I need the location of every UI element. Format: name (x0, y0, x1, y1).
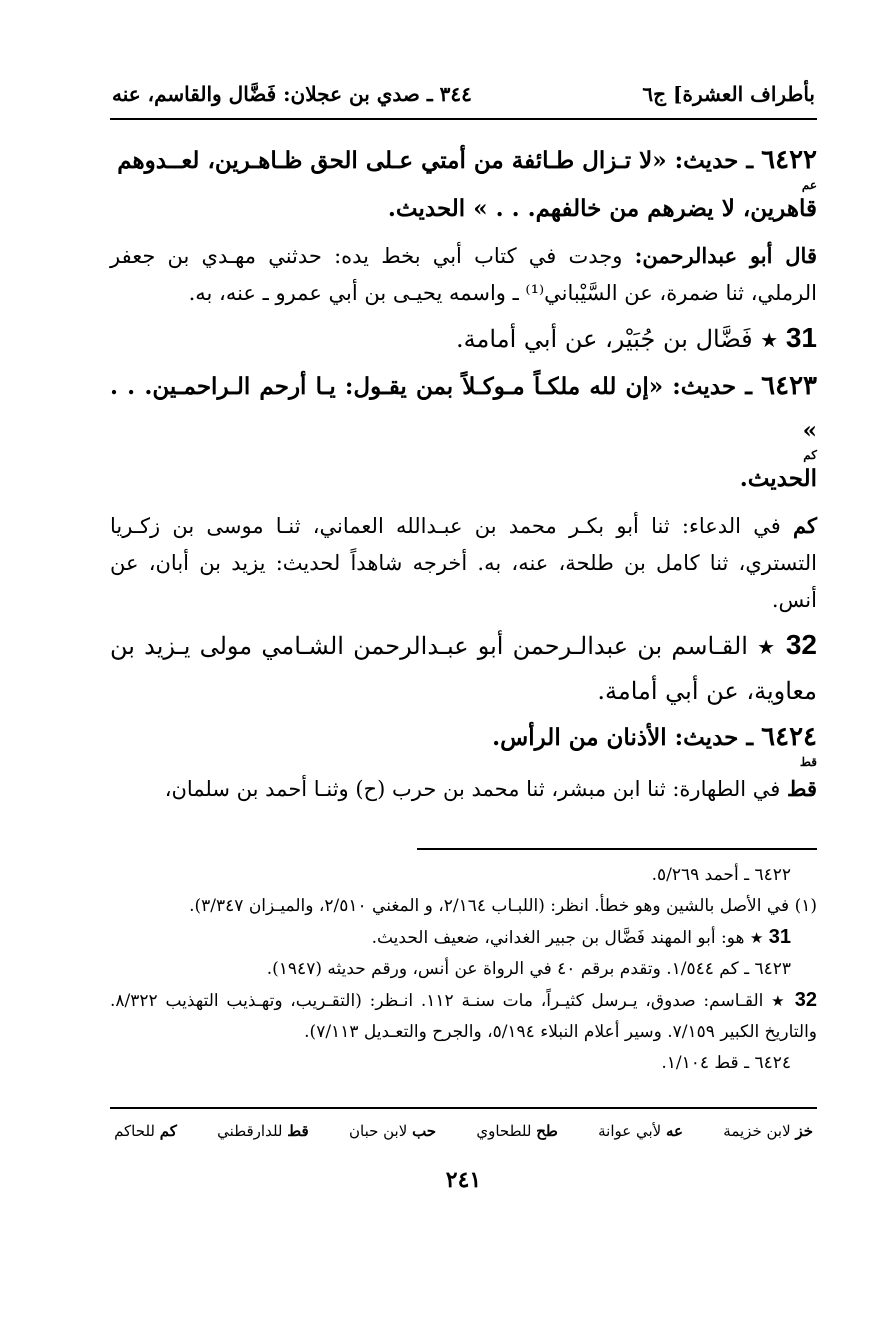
abbrev-code: قط (287, 1122, 309, 1140)
star-icon: ★ (760, 328, 779, 352)
isnad-paragraph (110, 770, 817, 808)
hadith-6422-cont (110, 187, 817, 231)
source-symbol: قط (799, 755, 817, 769)
hadith-text-continued: الحديث. (739, 465, 817, 492)
footnote-6423: ٦٤٢٣ ـ كم ١/٥٤٤. وتقدم برقم ٤٠ في الرواة عن أنس، ورقم حديثه (١٩٤٧). (266, 959, 791, 979)
hadith-number: ٦٤٢٢ (761, 145, 817, 175)
footnote-1: (١) في الأصل بالشين وهو خطأ. انظر: (اللبـاب ٢/١٦٤، و المغني ٢/٥١٠، والميـزان ٣/٣٤٧). (189, 896, 817, 916)
hadith-6423 (110, 364, 817, 453)
header-rule (110, 118, 817, 120)
abbrev-item (217, 1117, 309, 1145)
abbrev-item (114, 1117, 177, 1145)
isnad-text: في الدعاء: ثنا أبو بكـر محمد بن عبـدالله العماني، ثنـا موسى بن زكـريا التستري، ثنا كامل بن طلحة، عنه، به. أخرجه شاهداً لحديث: يزيد بن أبان، عن أنس. (110, 514, 817, 612)
footnote-text: هو: أبو المهند فَضَّال بن جبير الغداني، ضعيف الحديث. (371, 928, 745, 948)
narrator-31 (110, 316, 817, 362)
abbreviation-key (110, 1117, 817, 1145)
star-icon: ★ (749, 929, 764, 947)
hadith-number: ٦٤٢٣ (761, 371, 818, 401)
hadith-6424 (110, 715, 817, 760)
abbrev-code: طح (536, 1122, 558, 1140)
hadith-text-continued: قاهرين، لا يضرهم من خالفهم. . . » الحديث. (387, 195, 817, 222)
abbrev-name: لابن خزيمة (723, 1122, 791, 1140)
hadith-6422 (110, 138, 817, 183)
abbrev-item (349, 1117, 436, 1145)
source-symbol: عم (801, 178, 817, 192)
abbrev-item (476, 1117, 557, 1145)
abbrev-name: لابن حبان (348, 1122, 408, 1140)
footnote-rule (417, 848, 817, 850)
abbreviation-rule (110, 1107, 817, 1109)
abbrev-item (598, 1117, 683, 1145)
footnote-number: 31 (768, 926, 791, 948)
isnad-text: في الطهارة: ثنا ابن مبشر، ثنا محمد بن حرب (ح) وثنـا أحمد بن سلمان، (164, 777, 781, 801)
abbrev-code: عه (666, 1122, 684, 1140)
abbrev-name: لأبي عوانة (598, 1122, 662, 1140)
footnote-number: 32 (794, 989, 817, 1011)
narrator-number: 32 (785, 629, 817, 660)
star-icon: ★ (771, 992, 787, 1010)
isnad-paragraph (110, 237, 817, 312)
star-icon: ★ (757, 635, 777, 659)
hadith-6423-cont (110, 457, 817, 501)
hadith-text: ـ حديث: «إن لله ملكـاً مـوكـلاً بمن يقـول: يـا أرحم الـراحمـين. . . » (110, 373, 817, 444)
footnote-31 (110, 922, 817, 954)
abbrev-item (723, 1117, 813, 1145)
isnad-lead: كم (793, 513, 817, 538)
narrator-name: فَضَّال بن جُبَيْر، عن أبي أمامة. (456, 325, 753, 353)
hadith-number: ٦٤٢٤ (761, 722, 817, 752)
footnote-text: القـاسم: صدوق، يـرسل كثيـراً، مات سنـة ١١٢. انـظر: (التقـريب، وتهـذيب التهذيب ٨/٣٢٢. والتاريخ الكبير ٧/١٥٩. وسير أعلام النبلاء ٥/١٩٤، والجرح والتعـديل ٧/١١٣). (110, 991, 817, 1042)
isnad-text: وجدت في كتاب أبي بخط يده: حدثني مهـدي بن جعفر الرملي، ثنا ضمرة، عن السَّيْباني⁽¹⁾ ـ واسمه يحيـى بن أبي عمرو ـ عنه، به. (110, 244, 817, 305)
source-symbol: كم (803, 448, 817, 462)
footnote-6422: ٦٤٢٢ ـ أحمد ٥/٢٦٩. (651, 865, 791, 885)
running-head-right: بأطراف العشرة] ج٦ (642, 82, 815, 106)
page-number: ٢٤١ (445, 1167, 482, 1193)
abbrev-code: حب (412, 1122, 437, 1140)
isnad-lead: قال أبو عبدالرحمن: (634, 243, 817, 268)
narrator-number: 31 (785, 322, 817, 353)
abbrev-name: للدارقطني (217, 1122, 283, 1140)
abbrev-name: للطحاوي (476, 1122, 532, 1140)
abbrev-name: للحاكم (114, 1122, 155, 1140)
abbrev-code: كم (159, 1122, 177, 1140)
running-head (110, 70, 817, 106)
narrator-name: القـاسم بن عبدالـرحمن أبو عبـدالرحمن الشـامي مولى يـزيد بن معاوية، عن أبي أمامة. (110, 632, 817, 705)
isnad-lead: قط (787, 776, 817, 801)
hadith-text: ـ حديث: الأذنان من الرأس. (492, 724, 754, 751)
abbrev-code: خز (795, 1122, 813, 1140)
footnote-32 (110, 985, 817, 1048)
footnote-6424: ٦٤٢٤ ـ قط ١/١٠٤. (661, 1053, 791, 1073)
hadith-text: ـ حديث: «لا تـزال طـائفة من أمتي عـلى الحق ظـاهـرين، لعــدوهم (117, 147, 754, 174)
narrator-32 (110, 623, 817, 713)
running-head-left: ٣٤٤ ـ صدي بن عجلان: فَضَّال والقاسم، عنه (112, 82, 472, 106)
isnad-paragraph (110, 507, 817, 619)
